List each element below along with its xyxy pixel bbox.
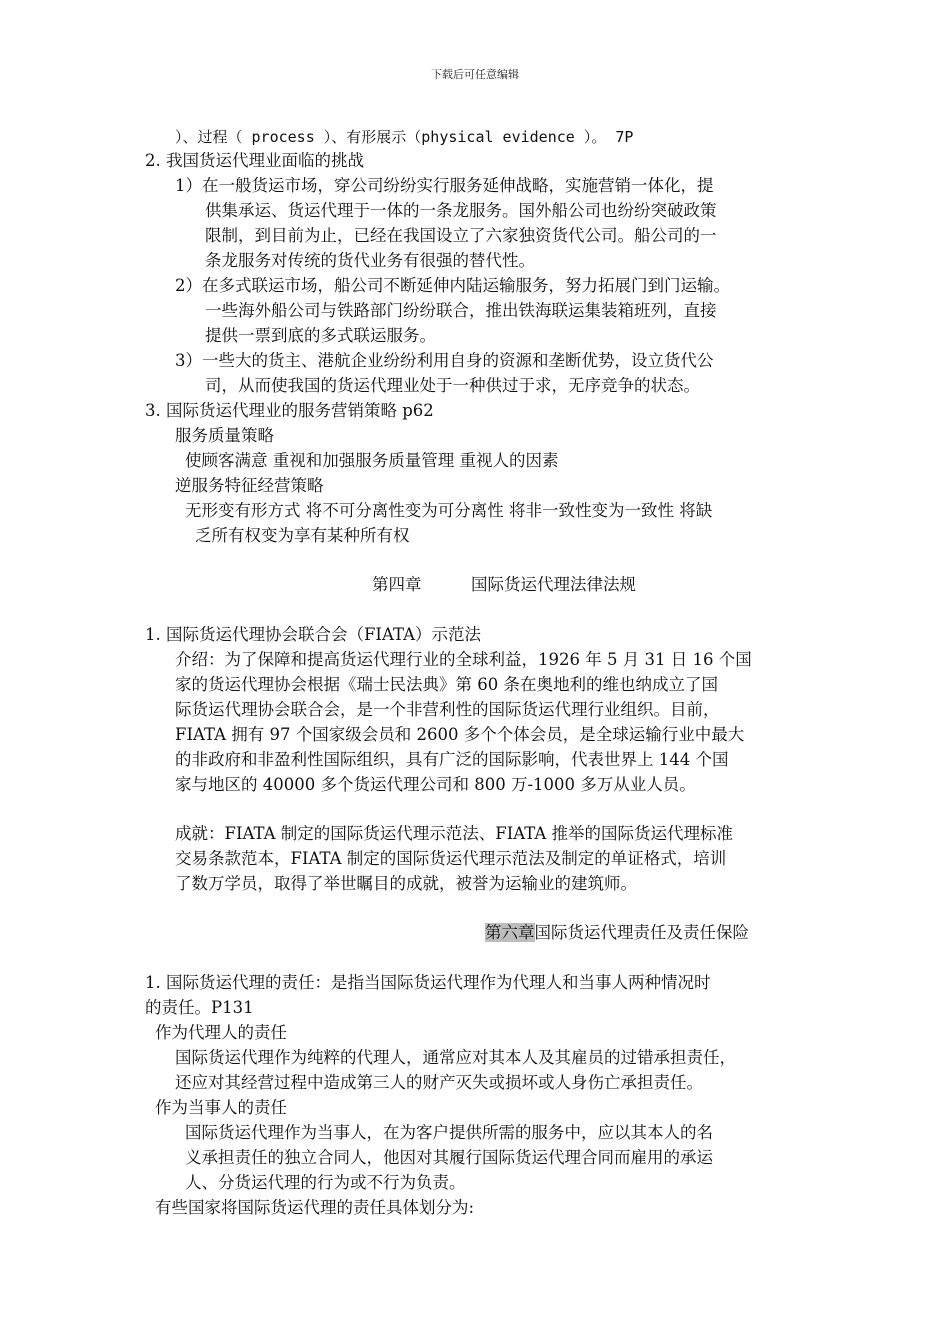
text-line: 了数万学员，取得了举世瞩目的成就，被誉为运输业的建筑师。 — [175, 874, 637, 893]
text-line: 国际货运代理作为纯粹的代理人，通常应对其本人及其雇员的过错承担责任， — [175, 1048, 736, 1067]
text-line: 际货运代理协会联合会，是一个非营利性的国际货运代理行业组织。目前， — [175, 700, 720, 719]
text-line: 3）一些大的货主、港航企业纷纷利用自身的资源和垄断优势，设立货代公 — [175, 351, 714, 370]
text-line: 介绍：为了保障和提高货运代理行业的全球利益，1926 年 5 月 31 日 16 个国 — [175, 650, 752, 669]
highlighted-chapter-label: 第六章 — [485, 923, 535, 942]
text-line: 成就：FIATA 制定的国际货运代理示范法、FIATA 推举的国际货运代理标准 — [175, 824, 733, 843]
text-line: 还应对其经营过程中造成第三人的财产灭失或损坏或人身伤亡承担责任。 — [175, 1073, 703, 1092]
text-line: 逆服务特征经营策略 — [175, 476, 324, 495]
text-line: 家与地区的 40000 多个货运代理公司和 800 万-1000 多万从业人员。 — [175, 775, 696, 794]
text-line: 使顾客满意 重视和加强服务质量管理 重视人的因素 — [185, 451, 559, 470]
text-line: 提供一票到底的多式联运服务。 — [205, 326, 436, 345]
text-line: 司，从而使我国的货运代理业处于一种供过于求，无序竞争的状态。 — [205, 376, 700, 395]
text-line: 供集承运、货运代理于一体的一条龙服务。国外船公司也纷纷突破政策 — [205, 201, 717, 220]
text-line: 条龙服务对传统的货代业务有很强的替代性。 — [205, 251, 535, 270]
chapter-title-text: 国际货运代理责任及责任保险 — [534, 923, 749, 942]
text-line: 2）在多式联运市场，船公司不断延伸内陆运输服务，努力拓展门到门运输。 — [175, 276, 730, 295]
text-line: 人、分货运代理的行为或不行为负责。 — [185, 1173, 466, 1192]
text-line: 无形变有形方式 将不可分离性变为可分离性 将非一致性变为一致性 将缺 — [185, 501, 713, 520]
text-line: 服务质量策略 — [175, 426, 274, 445]
text-line: 限制，到目前为止，已经在我国设立了六家独资货代公司。船公司的一 — [205, 226, 717, 245]
text-line: 交易条款范本，FIATA 制定的国际货运代理示范法及制定的单证格式，培训 — [175, 849, 727, 868]
text-line: 有些国家将国际货运代理的责任具体划分为: — [155, 1198, 475, 1217]
text-line: 国际货运代理作为当事人，在为客户提供所需的服务中，应以其本人的名 — [185, 1123, 713, 1142]
text-line: 义承担责任的独立合同人，他因对其履行国际货运代理合同而雇用的承运 — [185, 1148, 713, 1167]
page-header: 下载后可任意编辑 — [431, 68, 519, 81]
section-heading: 2. 我国货运代理业面临的挑战 — [145, 151, 364, 170]
text-line: 乏所有权变为享有某种所有权 — [195, 526, 410, 545]
text-line: 的非政府和非盈利性国际组织，具有广泛的国际影响，代表世界上 144 个国 — [175, 750, 729, 769]
text-line: FIATA 拥有 97 个国家级会员和 2600 多个个体会员，是全球运输行业中最大 — [175, 725, 745, 744]
text-line: 作为当事人的责任 — [155, 1098, 287, 1117]
text-line: 一些海外船公司与铁路部门纷纷联合，推出铁海联运集装箱班列，直接 — [205, 301, 717, 320]
chapter-title — [485, 921, 749, 945]
text-line: 的责任。P131 — [145, 998, 254, 1017]
section-heading: 1. 国际货运代理的责任：是指当国际货运代理作为代理人和当事人两种情况时 — [145, 973, 711, 992]
text-line: 1）在一般货运市场，穿公司纷纷实行服务延伸战略，实施营销一体化，提 — [175, 176, 714, 195]
section-heading: 3. 国际货运代理业的服务营销策略 p62 — [145, 401, 434, 420]
text-line: 作为代理人的责任 — [155, 1023, 287, 1042]
chapter-title: 第四章 国际货运代理法律法规 — [372, 575, 636, 594]
text-line: 家的货运代理协会根据《瑞士民法典》第 60 条在奥地利的维也纳成立了国 — [175, 675, 718, 694]
text-line: ）、过程（ process ）、有形展示（physical evidence ）。 7P — [175, 128, 634, 146]
section-heading: 1. 国际货运代理协会联合会（FIATA）示范法 — [145, 625, 481, 644]
